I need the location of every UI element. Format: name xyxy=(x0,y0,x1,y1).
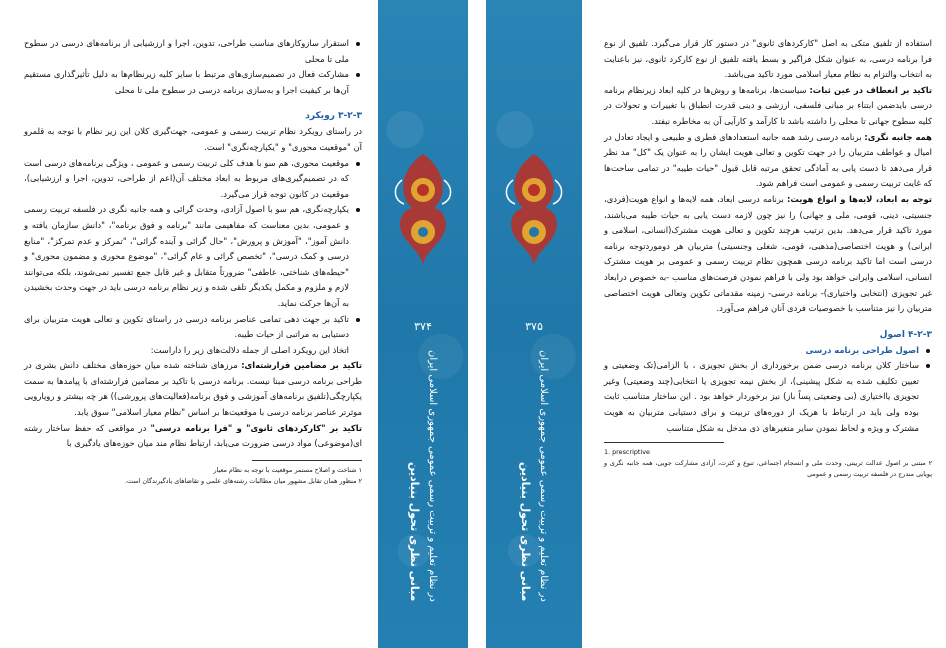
bullet-item: استقرار سازوکارهای مناسب طراحی، تدوین، اجرا و ارزشیابی از برنامه‌های درسی در سطوح ملی تا محلی xyxy=(24,36,362,67)
left-page xyxy=(0,0,378,648)
paragraph-body: مرزهای شناخته شده میان حوزه‌های مختلف دانش بشری در طراحی برنامه درسی مبنا نیست. برنامه درسی با تاکید بر مضامین فرارشته‌ای با پیامدها به سمت یکپارچگی(تلفیق برنامه‌های آموزشی و فوق برنامه(فعالیت‌های پرورشی)) هر چه بیشتر و رویارویی موثرتر عناصر برنامه درسی با موقعیت‌ها بر اساس "نظام معیار اسلامی" سوق یابد. xyxy=(24,360,362,418)
footnote: ۲ مبتنی بر اصول عدالت تربیتی، وحدت ملی و انسجام اجتماعی، تنوع و کثرت، آزادی مشارکت جویی، همه جانبه نگری و پویایی مندرج در فلسفه تربیت رسمی و عمومی xyxy=(604,459,932,479)
paragraph-body: برنامه درسی رشد همه جانبه استعدادهای فطری و طبیعی و ایجاد تعادل در امیال و عواطف متربیان را در جهت تکوین و تعالی هویت ایشان را به عنوان یک "کل" مد نظر قرار می‌دهد تا دست یابی به آمادگی تحقق مرتبه قابل قبول "حیات طیبه" در تمامی ساحت‌ها که غایت تربیت رسمی و عمومی است فراهم شود. xyxy=(604,131,932,189)
section-heading-principles: ۴-۲-۳ اصول xyxy=(879,329,932,340)
running-title-sub: در نظام تعلیم و تربیت رسمی عمومی جمهوری اسلامی ایران xyxy=(538,350,549,602)
footnote-rule xyxy=(604,442,724,443)
paragraph-lead: توجه به ابعاد، لایه‌ها و انواع هویت: xyxy=(787,193,932,204)
paragraph-lead: تاکید بر "کارکردهای ثانوی" و "فرا برنامه درسی" xyxy=(150,422,363,433)
bullet-item: ساختار کلان برنامه درسی ضمن برخورداری از بخش تجویزی ، با الزامی(تک وضعیتی و تعیین تکلیف شده به شکل پیشینی)، از بخش نیمه تجویزی یا انتخابی(چند وضعیتی) وغیر تجویزی یااختیاری (بی وضعیتی پساً باز) نیز برخوردار خواهد بود . این ساختار متناسب ثابت بوده ولی باید در ارتباط با هریک از دوره‌های تربیت و برای دستیابی متربیان به هویت مشترک و ویژه و لحاظ نمودن سایر متغیرهای ذی مدخل به شکل متناسب xyxy=(604,358,932,436)
right-page xyxy=(588,0,946,648)
paragraph-lead: تاکید بر انعطاف در عین ثبات: xyxy=(809,84,932,95)
paragraph-body: سیاست‌ها، برنامه‌ها و روش‌ها در کلیه ابعاد زیرنظام برنامه درسی بایدضمن ابتناء بر مبانی فلسفی، ارزشی و دینی قدرت انطباق با تغییرات و تحولات در کلیه سطوح جهانی تا محلی را داشته باشد تا کارآمد و کارآیی آن به مخاطره نیفتد. xyxy=(604,84,932,126)
footnote: ۲ منظور همان تقابل مشهور میان مطالبات رشته‌های علمی و تقاضاهای یادگیرندگان است. xyxy=(124,476,362,485)
paragraph-identity xyxy=(604,192,932,317)
page-number: ۳۷۴ xyxy=(414,320,432,333)
paragraph-lead: تاکید بر مضامین فرارشته‌ای: xyxy=(241,360,362,371)
ornament-medallion-icon xyxy=(499,150,569,270)
right-side-band xyxy=(486,0,582,648)
paragraph-body: در مواقعی که حفظ ساختار رشته ای(موضوعی) مواد درسی ضرورت می‌یابد، ارتباط نظام مند میان حوزه‌های یادگیری با xyxy=(24,422,362,449)
paragraph-body: برنامه درسی ابعاد، همه لایه‌ها و انواع هویت(فردی، جنسیتی، دینی، قومی، ملی و جهانی) را نیز چون لازمه دست یابی به حیات طیبه می‌باشند، مورد تاکید قرار می‌دهد. بدین ترتیب هرچند تکوین و تعالی هویت مشترک(انسانی، اسلامی و ایرانی) و هویت اختصاصی(مذهبی، قومی، شغلی وجنسیتی) متربیان هر دوموردتوجه برنامه درسی است اما تاکید برنامه درسی همچون نظام تربیت رسمی و عمومی بر هویت مشترک انسانی، اسلامی وایرانی خواهد بود ولی با فراهم نمودن فرصت‌های مناسب -به خصوص درابعاد غیر تجویزی (انتخابی واختیاری)- برنامه درسی- زمینه مقدماتی تکوین وتعالی هویت اختصاصی متربیان را نیز متناسب با خصوصیات فردی آنان فراهم می‌آورد. xyxy=(604,193,932,314)
running-title-main: مبانی نظری تحول بنیادین xyxy=(408,462,421,602)
footnote-english: 1. prescriptive xyxy=(604,448,650,457)
bullet-item: موقعیت محوری، هم سو با هدف کلی تربیت رسمی و عمومی ، ویژگی برنامه‌های درسی است که در تصمیم‌گیری‌های مربوط به ابعاد مختلف آن(اعم از طراحی، تدوین، اجرا و ارزشیابی)، موقعیت در کانون توجه قرار می‌گیرد. xyxy=(24,156,362,203)
bullet-item: تاکید بر جهت دهی تمامی عناصر برنامه درسی در راستای تکوین و تعالی هویت متربیان برای دستیابی به مراتبی از حیات طیبه. xyxy=(24,312,362,343)
subheading-design-principles: اصول طراحی برنامه درسی xyxy=(604,343,932,359)
paragraph-continuation: استفاده از تلفیق متکی به اصل "کارکردهای ثانوی" در دستور کار قرار می‌گیرد. تلفیق از نوع فرا برنامه درسی، به عنوان شکل فراگیر و بسط یافته تلفیق از نوع کارکرد ثانوی، نیز باعنایت به انتخاب والتزام به نظام معیار اسلامی مورد تاکید می‌باشد. xyxy=(604,38,932,80)
derived-note: اتخاذ این رویکرد اصلی از جمله دلالت‌های زیر را داراست: xyxy=(150,344,349,355)
left-side-band xyxy=(378,0,468,648)
footnote: ۱ شناخت و اصلاح مستمر موقعیت با توجه به نظام معیار xyxy=(213,465,362,474)
page-number: ۳۷۵ xyxy=(525,320,543,333)
running-title-main: مبانی نظری تحول بنیادین xyxy=(519,462,532,602)
section-heading-approach: ۳-۲-۳ رویکرد xyxy=(305,111,362,122)
running-title xyxy=(378,350,468,602)
paragraph-secondary-functions xyxy=(24,421,362,452)
paragraph-lead: همه جانبه نگری: xyxy=(864,131,932,142)
page-gutter xyxy=(468,0,486,648)
paragraph-flexibility xyxy=(604,83,932,130)
footnote-rule xyxy=(252,460,362,461)
bullet-item: یکپارچه‌نگری، هم سو با اصول آزادی، وحدت گرائی و همه جانبه نگری در فلسفه تربیت رسمی و عمومی، بدین معناست که مفاهیمی مانند "برنامه و فوق برنامه"، "دانش سازمان یافته و دانش آموز"، "آموزش و پرورش"، "حال گرائی و آینده گرائی"، "تمرکز و عدم تمرکز"، "منابع درسی و کمک درسی"، "تخصص گرائی و عام گرائی"، "موضوع محوری و مضمون محوری" و "حیطه‌های شناختی، عاطفی" ضرورتاً متقابل و غیر قابل جمع تفسیر نمی‌شوند، بلکه می‌توانند لازم و ملزوم و مکمل یکدیگر تلقی شده و زیر نظام برنامه درسی باید در جهت وحدت بخشیدن به آن‌ها حرکت نماید. xyxy=(24,202,362,311)
paragraph-transdisciplinary xyxy=(24,358,362,420)
approach-intro: در راستای رویکرد نظام تربیت رسمی و عمومی، جهت‌گیری کلان این زیر نظام با توجه به قلمرو آن "موقعیت محوری" و "یکپارچه‌نگری" است. xyxy=(24,126,362,152)
paragraph-comprehensive xyxy=(604,130,932,192)
ornament-medallion-icon xyxy=(388,150,458,270)
running-title-sub: در نظام تعلیم و تربیت رسمی عمومی جمهوری اسلامی ایران xyxy=(427,350,438,602)
bullet-item: مشارکت فعال در تصمیم‌سازی‌های مرتبط با سایر کلیه زیرنظام‌ها به دلیل تأثیرگذاری مستقیم آن‌ها بر کیفیت اجرا و به‌سازی برنامه درسی در سطوح ملی تا محلی xyxy=(24,67,362,98)
running-title xyxy=(486,350,582,602)
